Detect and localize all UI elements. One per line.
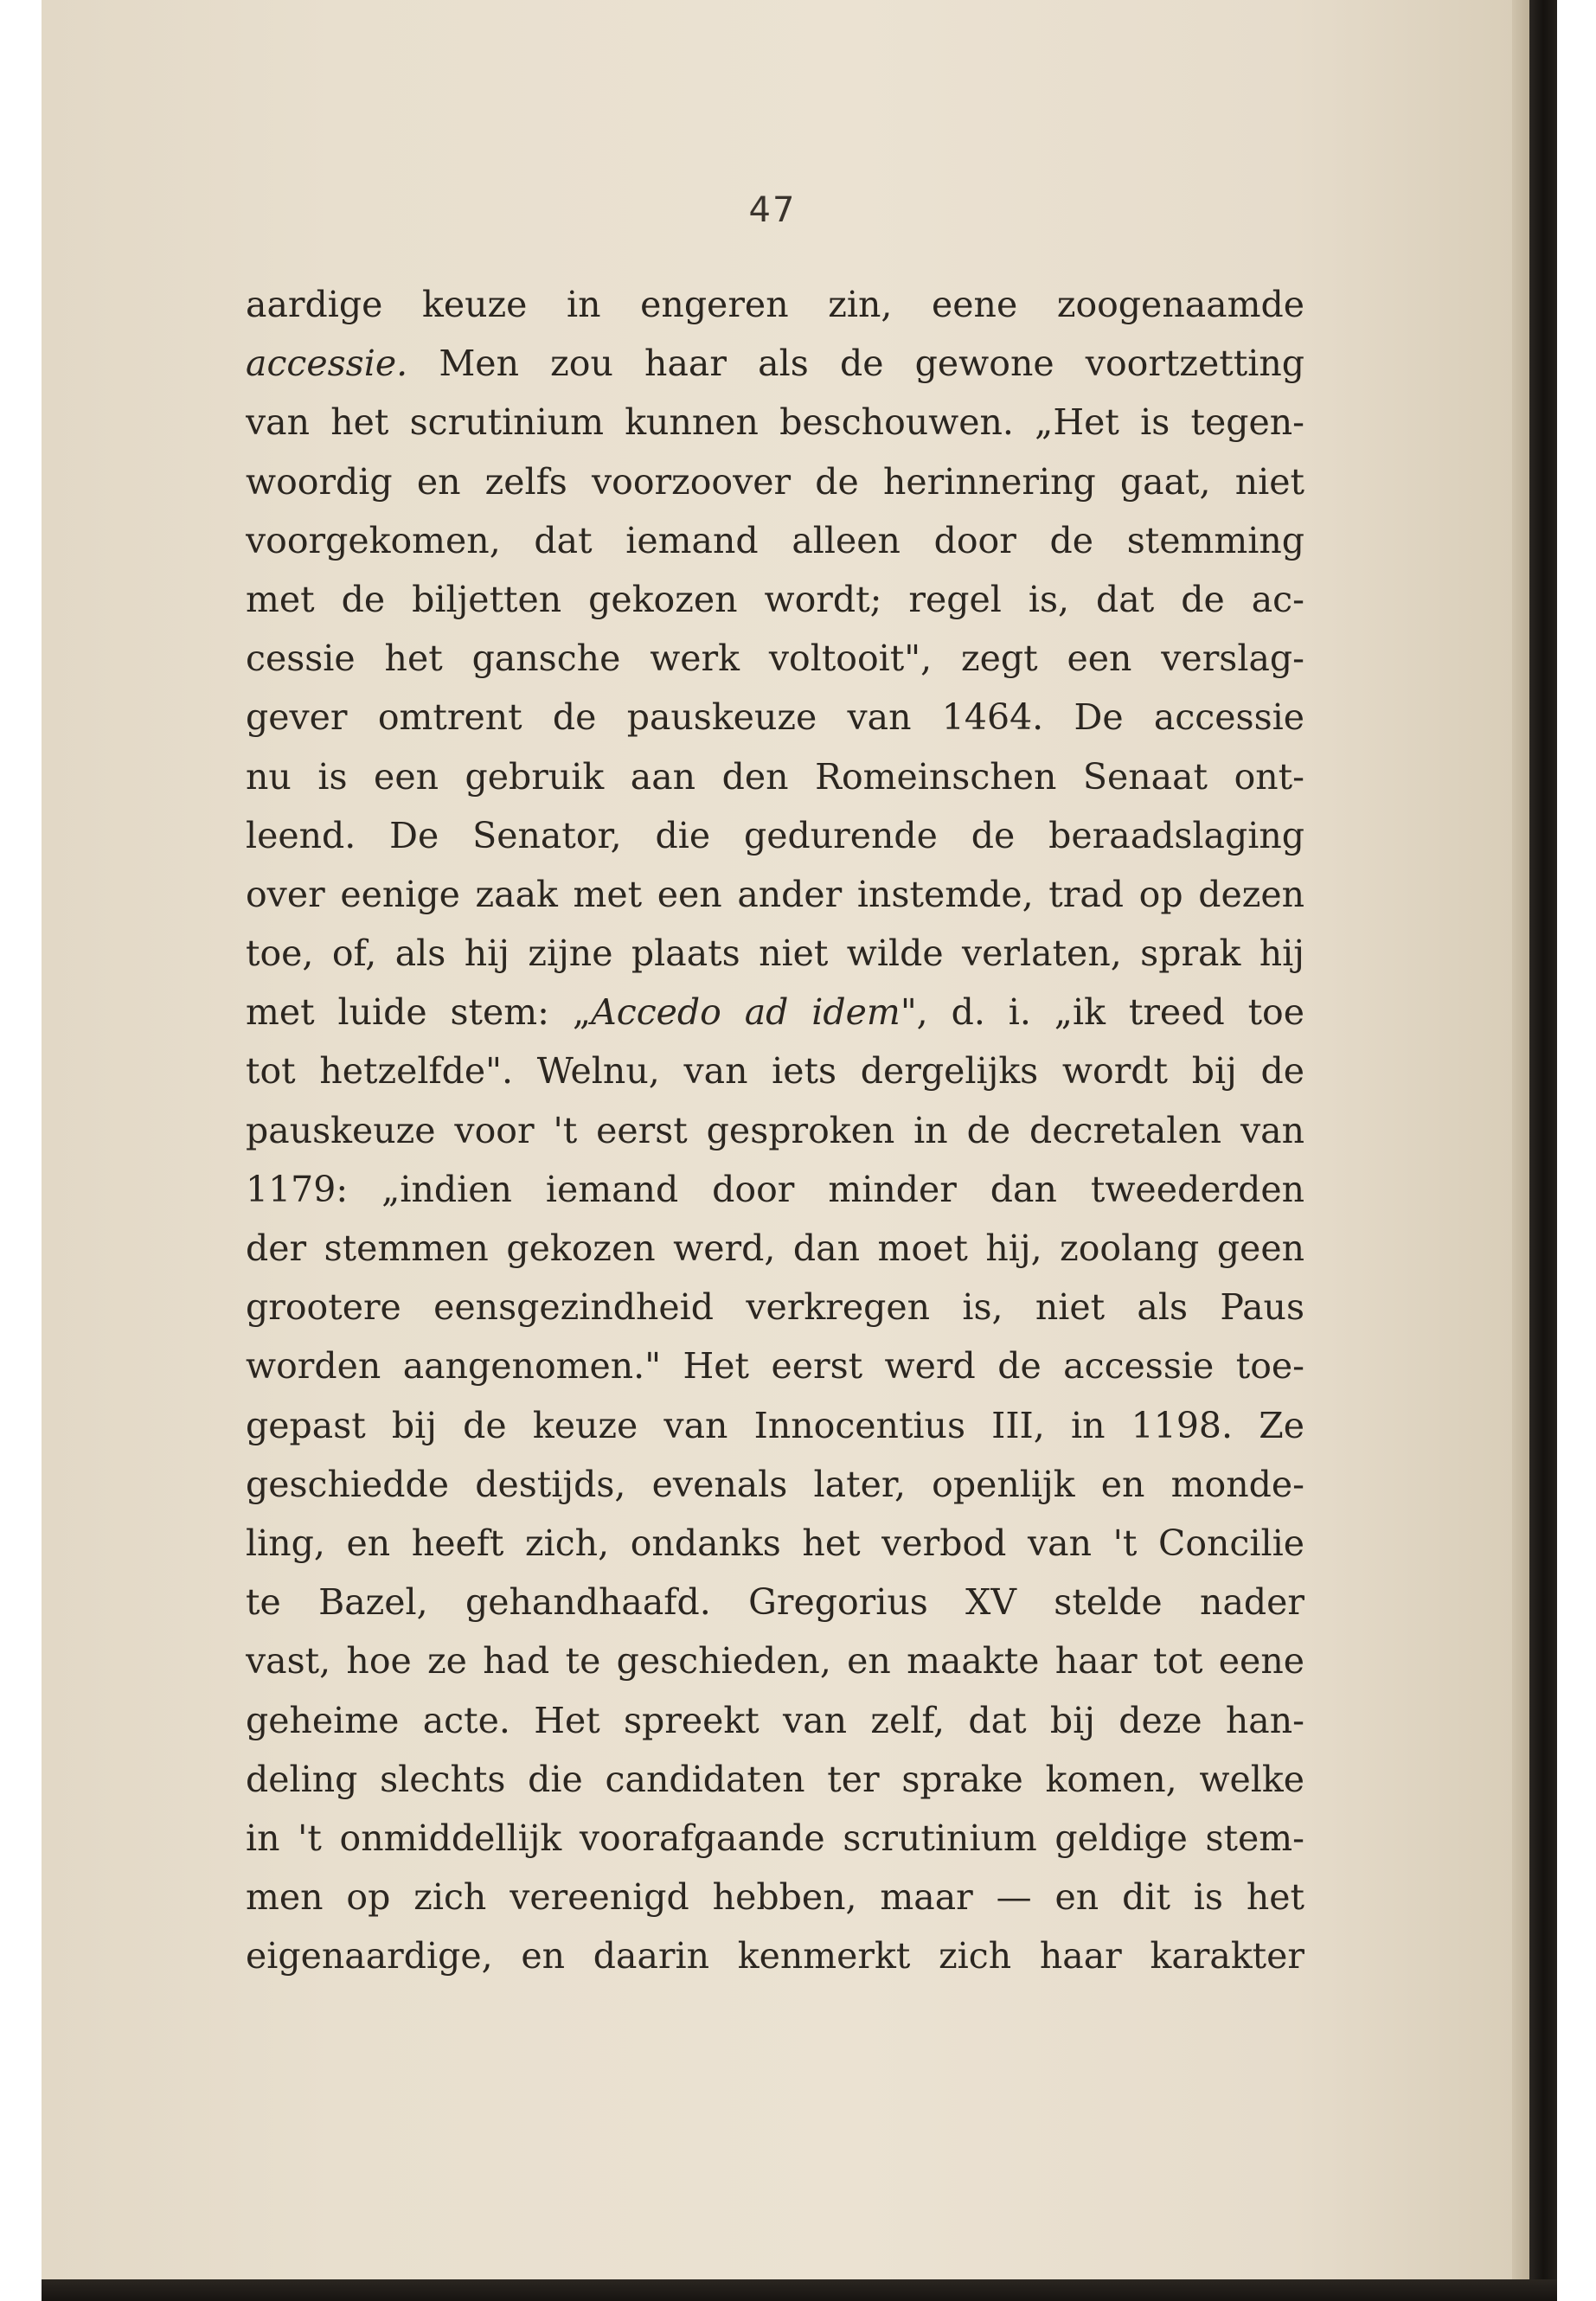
text-line	[246, 1691, 1304, 1750]
text-segment: voorgekomen, dat iemand alleen door de stemming	[246, 519, 1304, 561]
text-line	[246, 1160, 1304, 1219]
text-line	[246, 1631, 1304, 1690]
text-segment: met luide stem: „	[246, 991, 592, 1034]
book-binding	[1529, 0, 1557, 2301]
text-segment: leend. De Senator, die gedurende de beraadslaging	[246, 814, 1304, 856]
text-segment: over eenige zaak met een ander instemde, trad op dezen	[246, 873, 1304, 915]
text-segment: eigenaardige, en daarin kenmerkt zich haar karakter	[246, 1935, 1304, 1977]
text-segment: van het scrutinium kunnen beschouwen. „Het is tegen-	[246, 401, 1304, 444]
text-line	[246, 1926, 1304, 1985]
text-segment: Men zou haar als de gewone voortzetting	[407, 343, 1304, 385]
text-segment: aardige keuze in engeren zin, eene zoogenaamde	[246, 284, 1304, 325]
text-segment: deling slechts die candidaten ter sprake komen, welke	[246, 1758, 1304, 1800]
text-line	[246, 1101, 1304, 1160]
text-line	[246, 1750, 1304, 1809]
text-line	[246, 334, 1304, 393]
text-line	[246, 806, 1304, 865]
italic-text: accessie.	[246, 343, 408, 385]
text-segment: vast, hoe ze had te geschieden, en maakte haar tot eene	[246, 1640, 1304, 1682]
text-line	[246, 688, 1304, 747]
text-segment: grootere eensgezindheid verkregen is, niet als Paus	[246, 1286, 1304, 1329]
text-segment: geschiedde destijds, evenals later, openlijk en monde-	[246, 1463, 1304, 1505]
page-bottom-edge	[42, 2279, 1557, 2301]
text-segment: gever omtrent de pauskeuze van 1464. De accessie	[246, 696, 1304, 739]
text-line	[246, 511, 1304, 570]
text-segment: nu is een gebruik aan den Romeinschen Senaat ont-	[246, 755, 1304, 798]
text-line	[246, 747, 1304, 806]
text-line	[246, 1809, 1304, 1868]
text-segment: 1179: „indien iemand door minder dan tweederden	[246, 1168, 1304, 1210]
text-line	[246, 393, 1304, 452]
text-line	[246, 924, 1304, 983]
text-segment: men op zich vereenigd hebben, maar — en dit is het	[246, 1876, 1304, 1919]
text-line	[246, 1514, 1304, 1573]
text-line	[246, 1336, 1304, 1395]
text-segment: pauskeuze voor 't eerst gesproken in de decretalen van	[246, 1109, 1304, 1151]
text-line	[246, 1219, 1304, 1278]
text-line	[246, 865, 1304, 924]
body-text	[246, 275, 1304, 1985]
text-segment: woordig en zelfs voorzoover de herinnering gaat, niet	[246, 460, 1304, 503]
text-segment: der stemmen gekozen werd, dan moet hij, zoolang geen	[246, 1227, 1304, 1269]
text-segment: in 't onmiddellijk voorafgaande scrutinium geldige stem-	[246, 1817, 1304, 1859]
text-line	[246, 629, 1304, 688]
text-line	[246, 983, 1304, 1042]
text-segment: te Bazel, gehandhaafd. Gregorius XV stelde nader	[246, 1581, 1304, 1624]
text-segment: ", d. i. „ik treed toe	[900, 991, 1304, 1034]
text-segment: cessie het gansche werk voltooit", zegt een verslag-	[246, 638, 1304, 680]
text-line	[246, 1455, 1304, 1514]
text-segment: tot hetzelfde". Welnu, van iets dergelijks wordt bij de	[246, 1050, 1304, 1093]
text-line	[246, 452, 1304, 511]
text-segment: gepast bij de keuze van Innocentius III, in 1198. Ze	[246, 1404, 1304, 1446]
italic-text: Accedo ad idem	[591, 991, 901, 1034]
text-line	[246, 1868, 1304, 1926]
text-segment: geheime acte. Het spreekt van zelf, dat bij deze han-	[246, 1699, 1304, 1741]
text-segment: met de biljetten gekozen wordt; regel is, dat de ac-	[246, 578, 1304, 620]
page-number: 47	[748, 190, 797, 230]
text-segment: ling, en heeft zich, ondanks het verbod van 't Concilie	[246, 1522, 1304, 1564]
text-line	[246, 1573, 1304, 1631]
text-line	[246, 570, 1304, 629]
text-line	[246, 275, 1304, 334]
book-page	[42, 0, 1512, 2279]
text-line	[246, 1396, 1304, 1455]
text-line	[246, 1278, 1304, 1336]
text-segment: toe, of, als hij zijne plaats niet wilde verlaten, sprak hij	[246, 933, 1304, 975]
text-line	[246, 1042, 1304, 1100]
page-edge-shadow	[1512, 0, 1529, 2279]
text-segment: worden aangenomen." Het eerst werd de accessie toe-	[246, 1345, 1304, 1388]
